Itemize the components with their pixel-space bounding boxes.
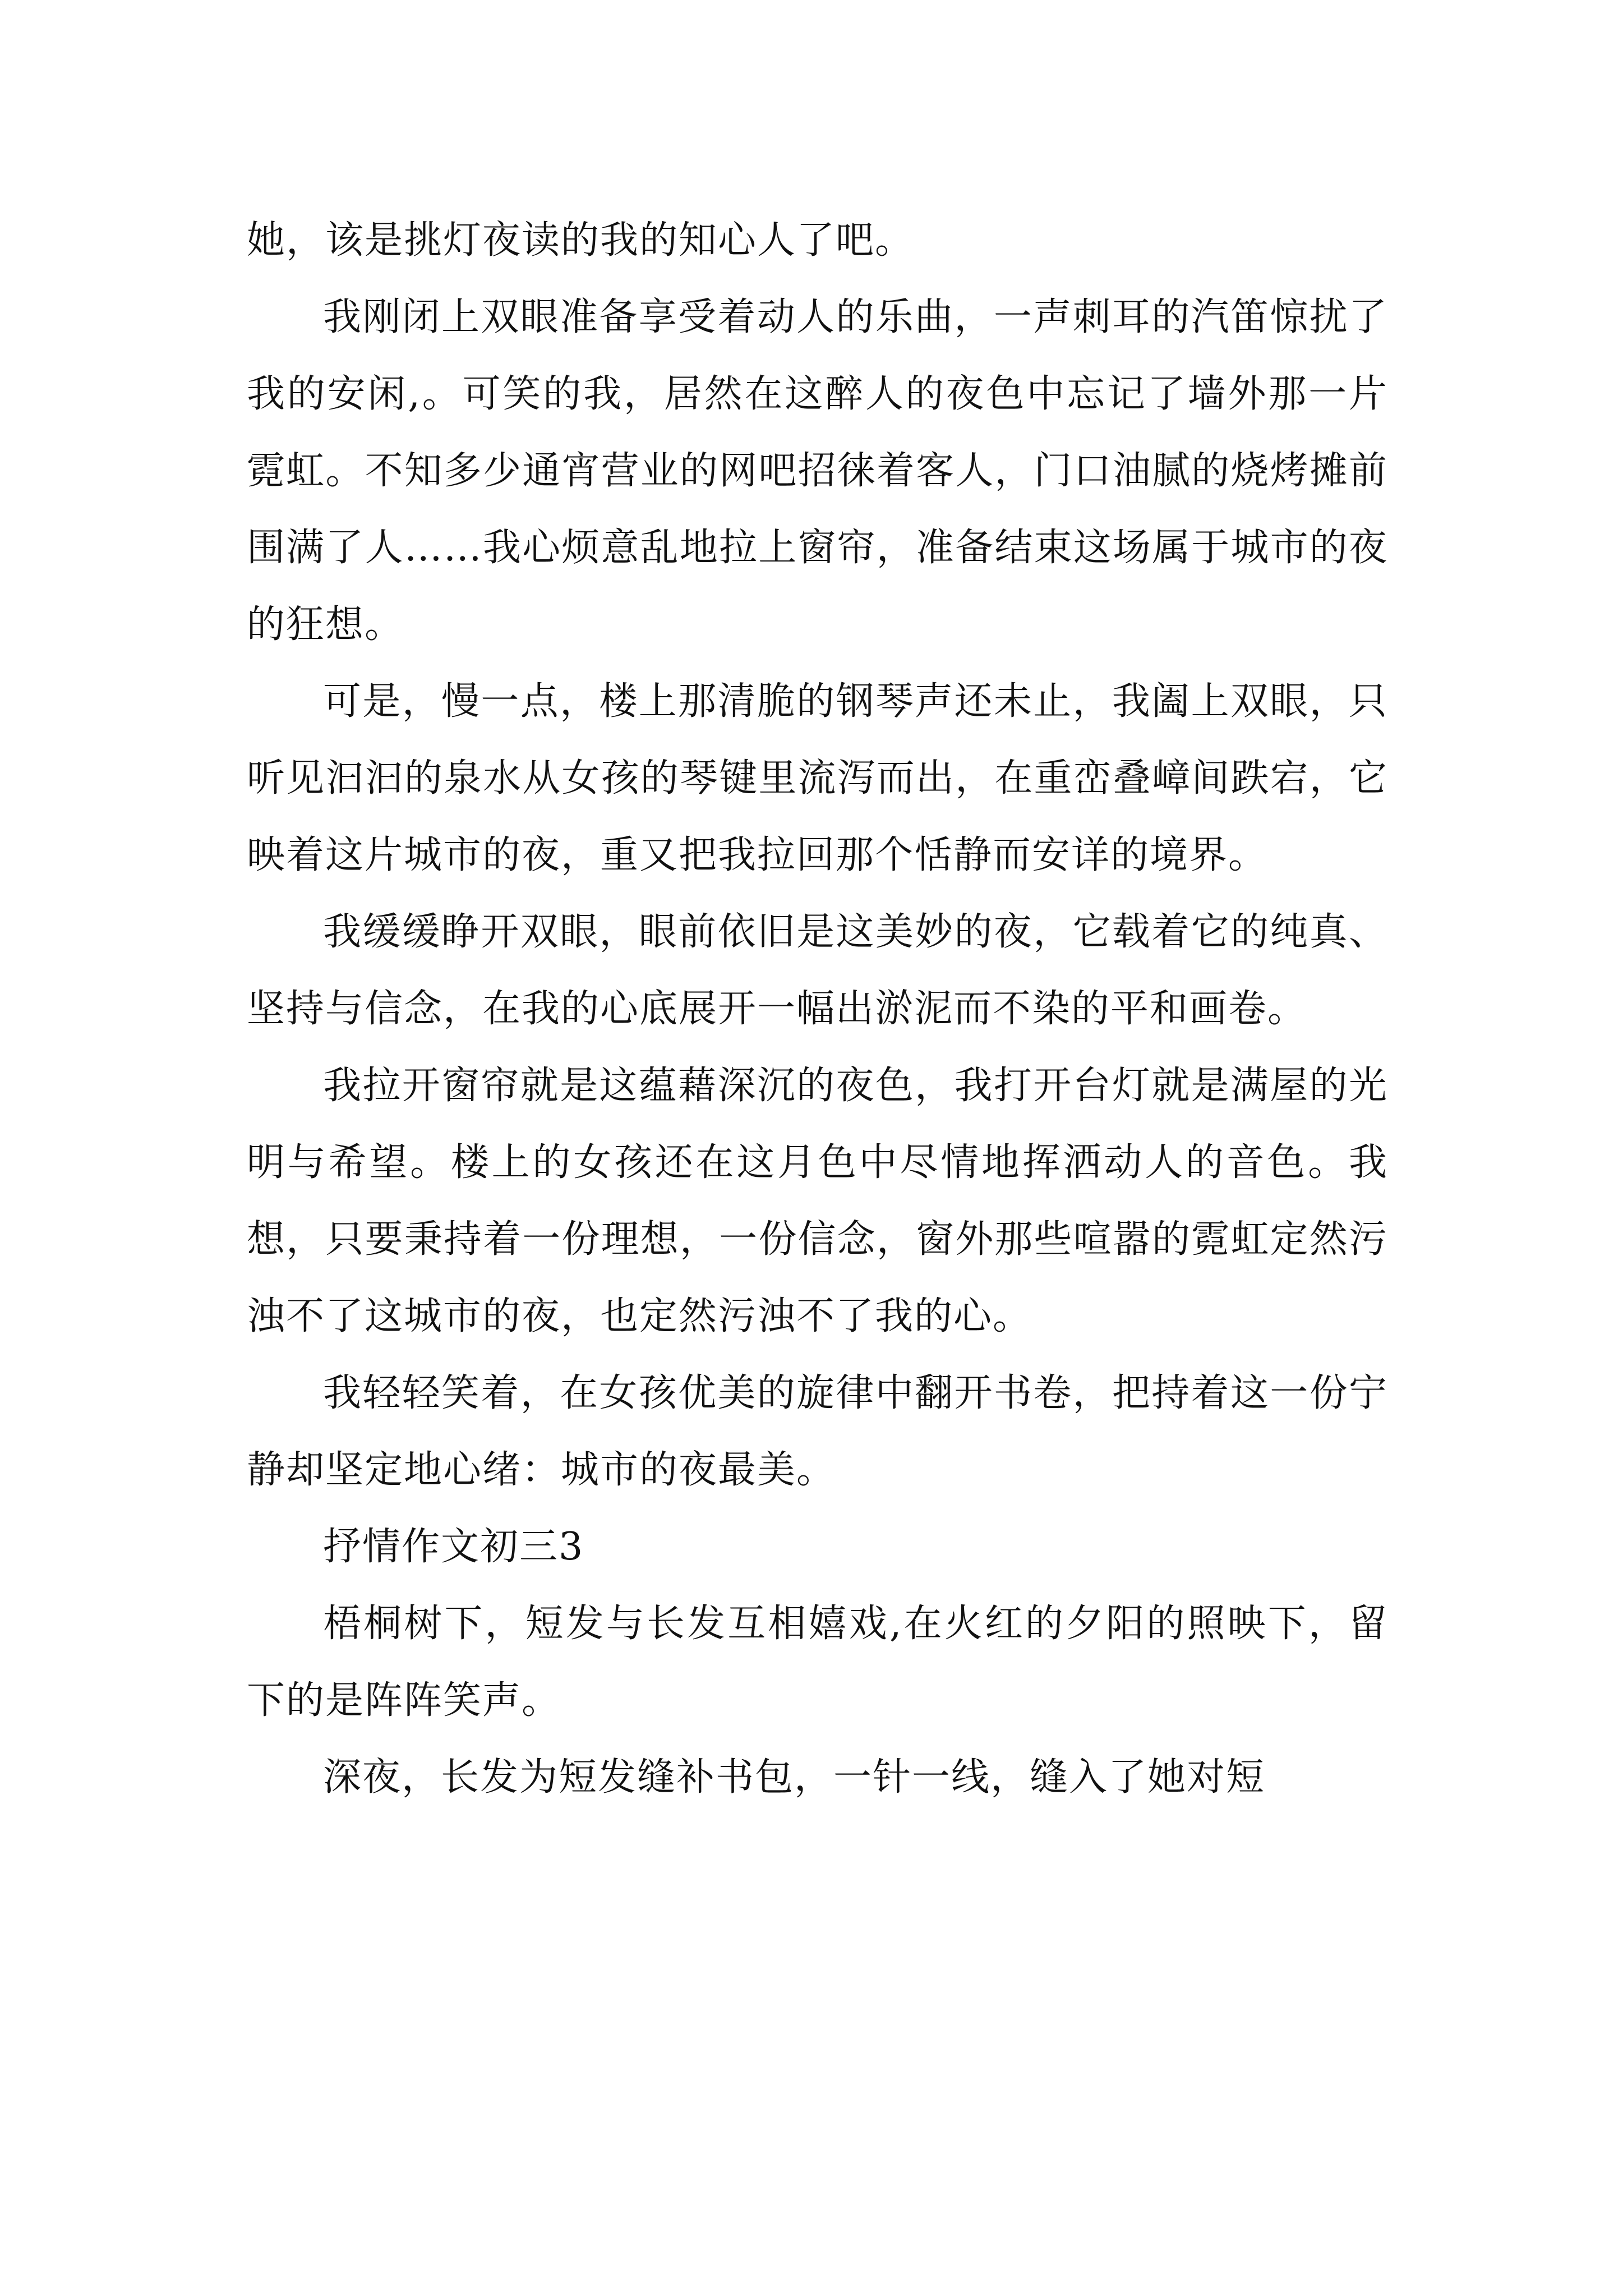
paragraph-3: 可是，慢一点，楼上那清脆的钢琴声还未止，我阖上双眼，只听见汩汩的泉水从女孩的琴键里流泻而出，在重峦叠嶂间跌宕，它映着这片城市的夜，重又把我拉回那个恬静而安详的境界。 [247,679,1388,877]
paragraph-1: 她，该是挑灯夜读的我的知心人了吧。 [247,218,915,263]
paragraph-6: 我轻轻笑着，在女孩优美的旋律中翻开书卷，把持着这一份宁静却坚定地心绪：城市的夜最美。 [247,1371,1388,1492]
paragraph-8: 深夜，长发为短发缝补书包，一针一线，缝入了她对短 [323,1755,1266,1800]
paragraph-5: 我拉开窗帘就是这蕴藉深沉的夜色，我打开台灯就是满屋的光明与希望。楼上的女孩还在这月色中尽情地挥洒动人的音色。我想，只要秉持着一份理想，一份信念，窗外那些喧嚣的霓虹定然污浊不了这城市的夜，也定然污浊不了我的心。 [247,1064,1388,1338]
paragraph-7: 梧桐树下，短发与长发互相嬉戏,在火红的夕阳的照映下，留下的是阵阵笑声。 [247,1602,1388,1723]
section-heading: 抒情作文初三3 [323,1525,584,1569]
paragraph-2: 我刚闭上双眼准备享受着动人的乐曲，一声刺耳的汽笛惊扰了我的安闲,。可笑的我，居然在这醉人的夜色中忘记了墙外那一片霓虹。不知多少通宵营业的网吧招徕着客人，门口油腻的烧烤摊前围满了人……我心烦意乱地拉上窗帘，准备结束这场属于城市的夜的狂想。 [247,295,1388,647]
paragraph-4: 我缓缓睁开双眼，眼前依旧是这美妙的夜，它载着它的纯真、坚持与信念，在我的心底展开一幅出淤泥而不染的平和画卷。 [247,910,1388,1031]
document-body [247,202,1388,1816]
